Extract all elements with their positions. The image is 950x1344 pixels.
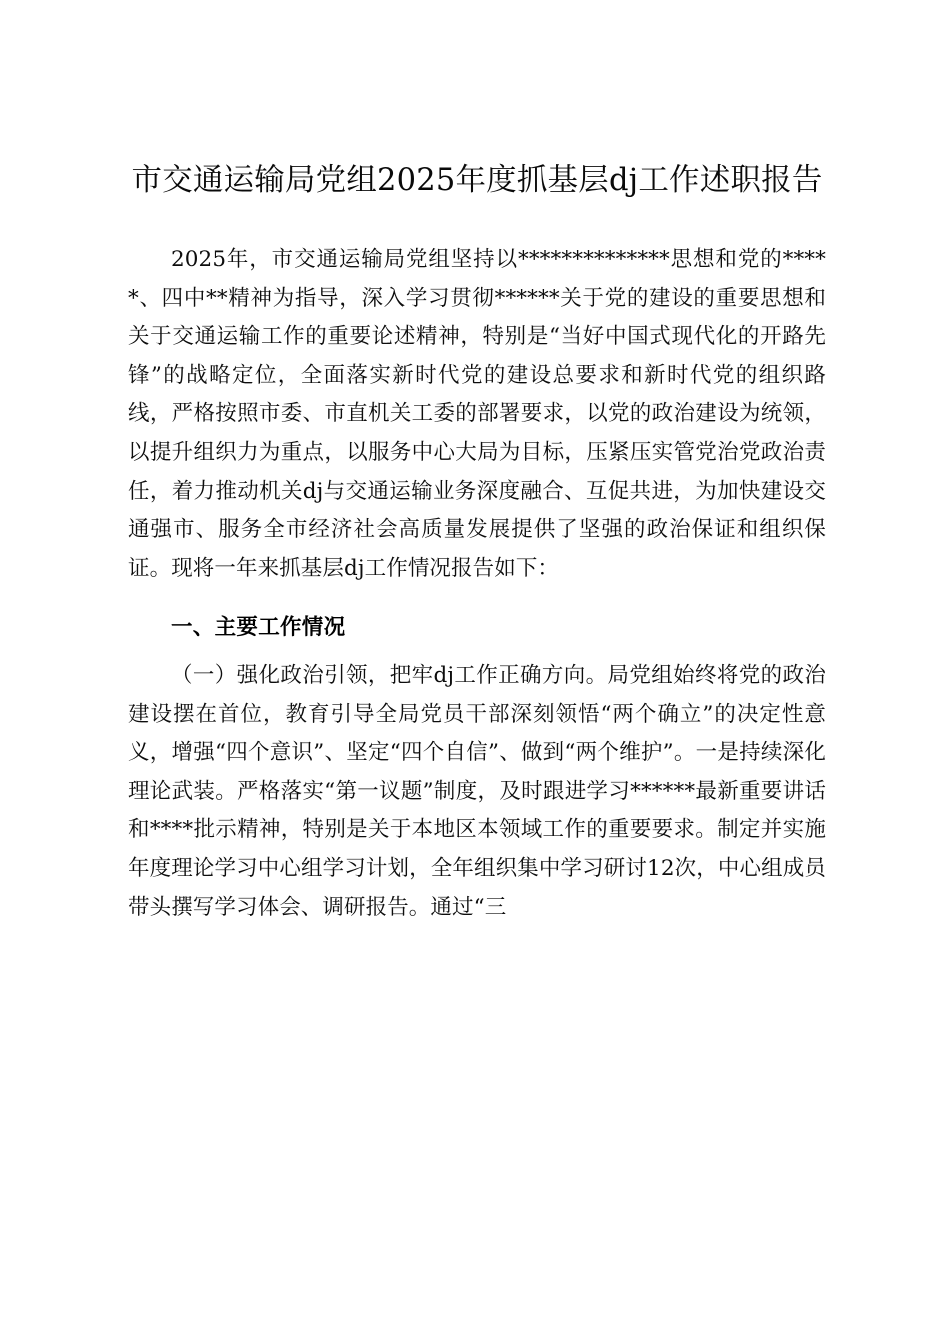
page-title: 市交通运输局党组2025年度抓基层dj工作述职报告 xyxy=(131,163,823,198)
document-body xyxy=(128,0,826,927)
section-one-item-one-paragraph: （一）强化政治引领，把牢dj工作正确方向。局党组始终将党的政治建设摆在首位，教育引导全局党员干部深刻领悟“两个确立”的决定性意义，增强“四个意识”、坚定“四个自信”、做到“两个维护”。一是持续深化理论武装。严格落实“第一议题”制度，及时跟进学习******最新重要讲话和****批示精神，特别是关于本地区本领域工作的重要要求。制定并实施年度理论学习中心组学习计划，全年组织集中学习研讨12次，中心组成员带头撰写学习体会、调研报告。通过“三 xyxy=(128,662,826,920)
intro-paragraph: 2025年，市交通运输局党组坚持以**************思想和党的*****、四中**精神为指导，深入学习贯彻******关于党的建设的重要思想和关于交通运输工作的重要论述精神，特别是“当好中国式现代化的开路先锋”的战略定位，全面落实新时代党的建设总要求和新时代党的组织路线，严格按照市委、市直机关工委的部署要求，以党的政治建设为统领，以提升组织力为重点，以服务中心大局为目标，压紧压实管党治党政治责任，着力推动机关dj与交通运输业务深度融合、互促共进，为加快建设交通强市、服务全市经济社会高质量发展提供了坚强的政治保证和组织保证。现将一年来抓基层dj工作情况报告如下： xyxy=(128,247,826,581)
section-heading-one: 一、主要工作情况 xyxy=(171,615,346,641)
